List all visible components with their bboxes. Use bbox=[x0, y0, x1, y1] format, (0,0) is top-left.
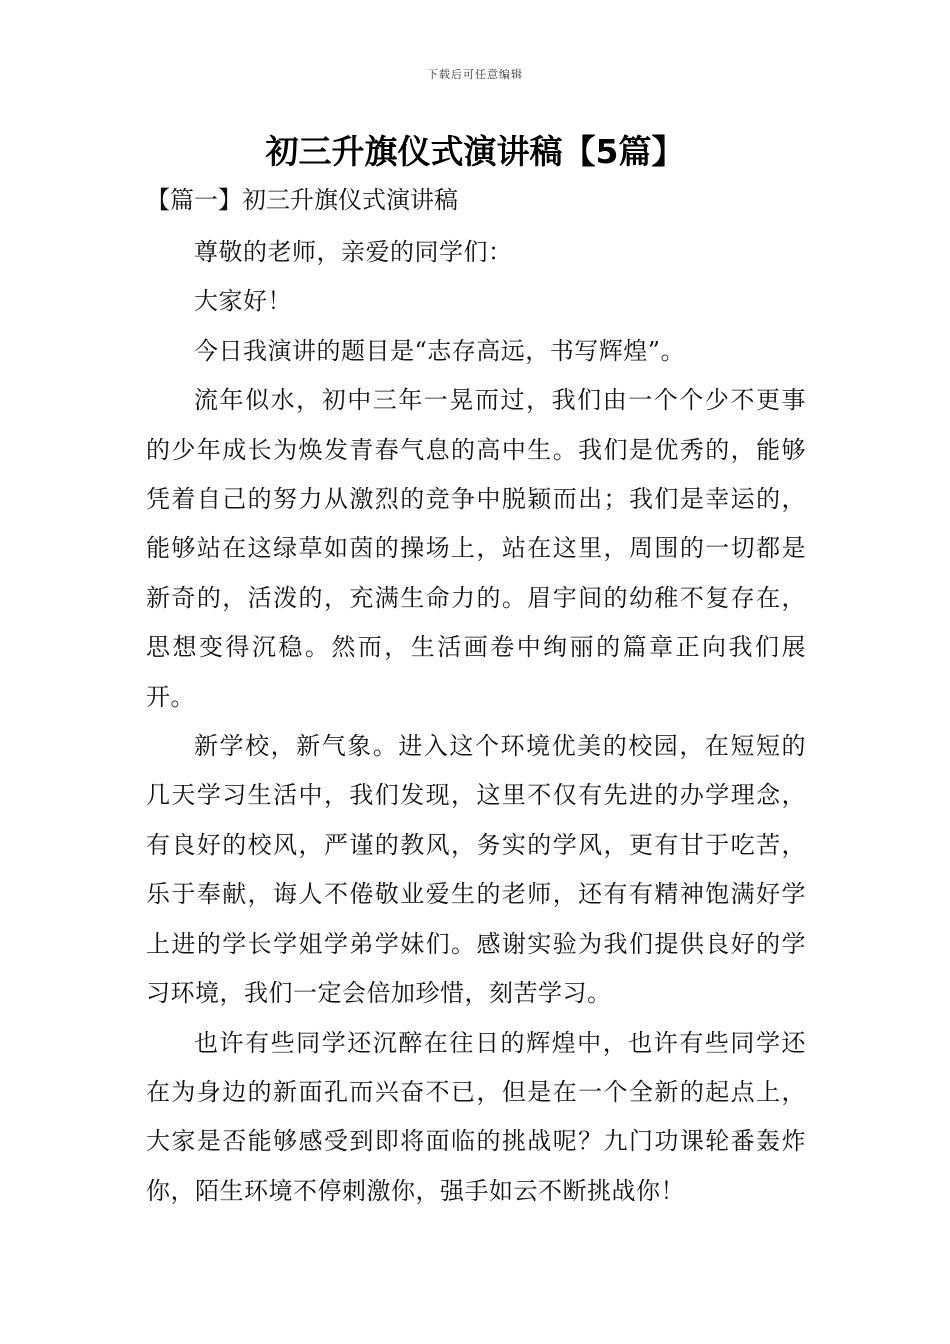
section-heading: 【篇一】初三升旗仪式演讲稿 bbox=[146, 186, 458, 214]
paragraph-salutation: 尊敬的老师，亲爱的同学们： bbox=[194, 238, 513, 266]
paragraph-topic: 今日我演讲的题目是“志存高远，书写辉煌”。 bbox=[194, 336, 686, 365]
paragraph-body: 流年似水，初中三年一晃而过，我们由一个个少不更事的少年成长为焕发青春气息的高中生。我们是优秀的，能够凭着自己的努力从激烈的竞争中脱颖而出；我们是幸运的，能够站在这绿草如茵的操场上，站在这里，周围的一切都是新奇的，活泼的，充满生命力的。眉宇间的幼稚不复存在，思想变得沉稳。然而，生活画卷中绚丽的篇章正向我们展开。 bbox=[146, 386, 806, 711]
paragraph-body: 新学校，新气象。进入这个环境优美的校园，在短短的几天学习生活中，我们发现，这里不仅有先进的办学理念，有良好的校风，严谨的教风，务实的学风，更有甘于吃苦，乐于奉献，诲人不倦敬业爱生的老师，还有有精神饱满好学上进的学长学姐学弟学妹们。感谢实验为我们提供良好的学习环境，我们一定会倍加珍惜，刻苦学习。 bbox=[146, 732, 806, 1008]
header-note: 下载后可任意编辑 bbox=[427, 68, 523, 81]
document-body bbox=[146, 228, 806, 1216]
paragraph-body: 也许有些同学还沉醉在往日的辉煌中，也许有些同学还在为身边的新面孔而兴奋不已，但是在一个全新的起点上，大家是否能够感受到即将面临的挑战呢？九门功课轮番轰炸你，陌生环境不停刺激你，强手如云不断挑战你！ bbox=[146, 1028, 806, 1205]
paragraph-greeting: 大家好！ bbox=[194, 287, 292, 316]
document-title: 初三升旗仪式演讲稿【5篇】 bbox=[265, 132, 685, 171]
